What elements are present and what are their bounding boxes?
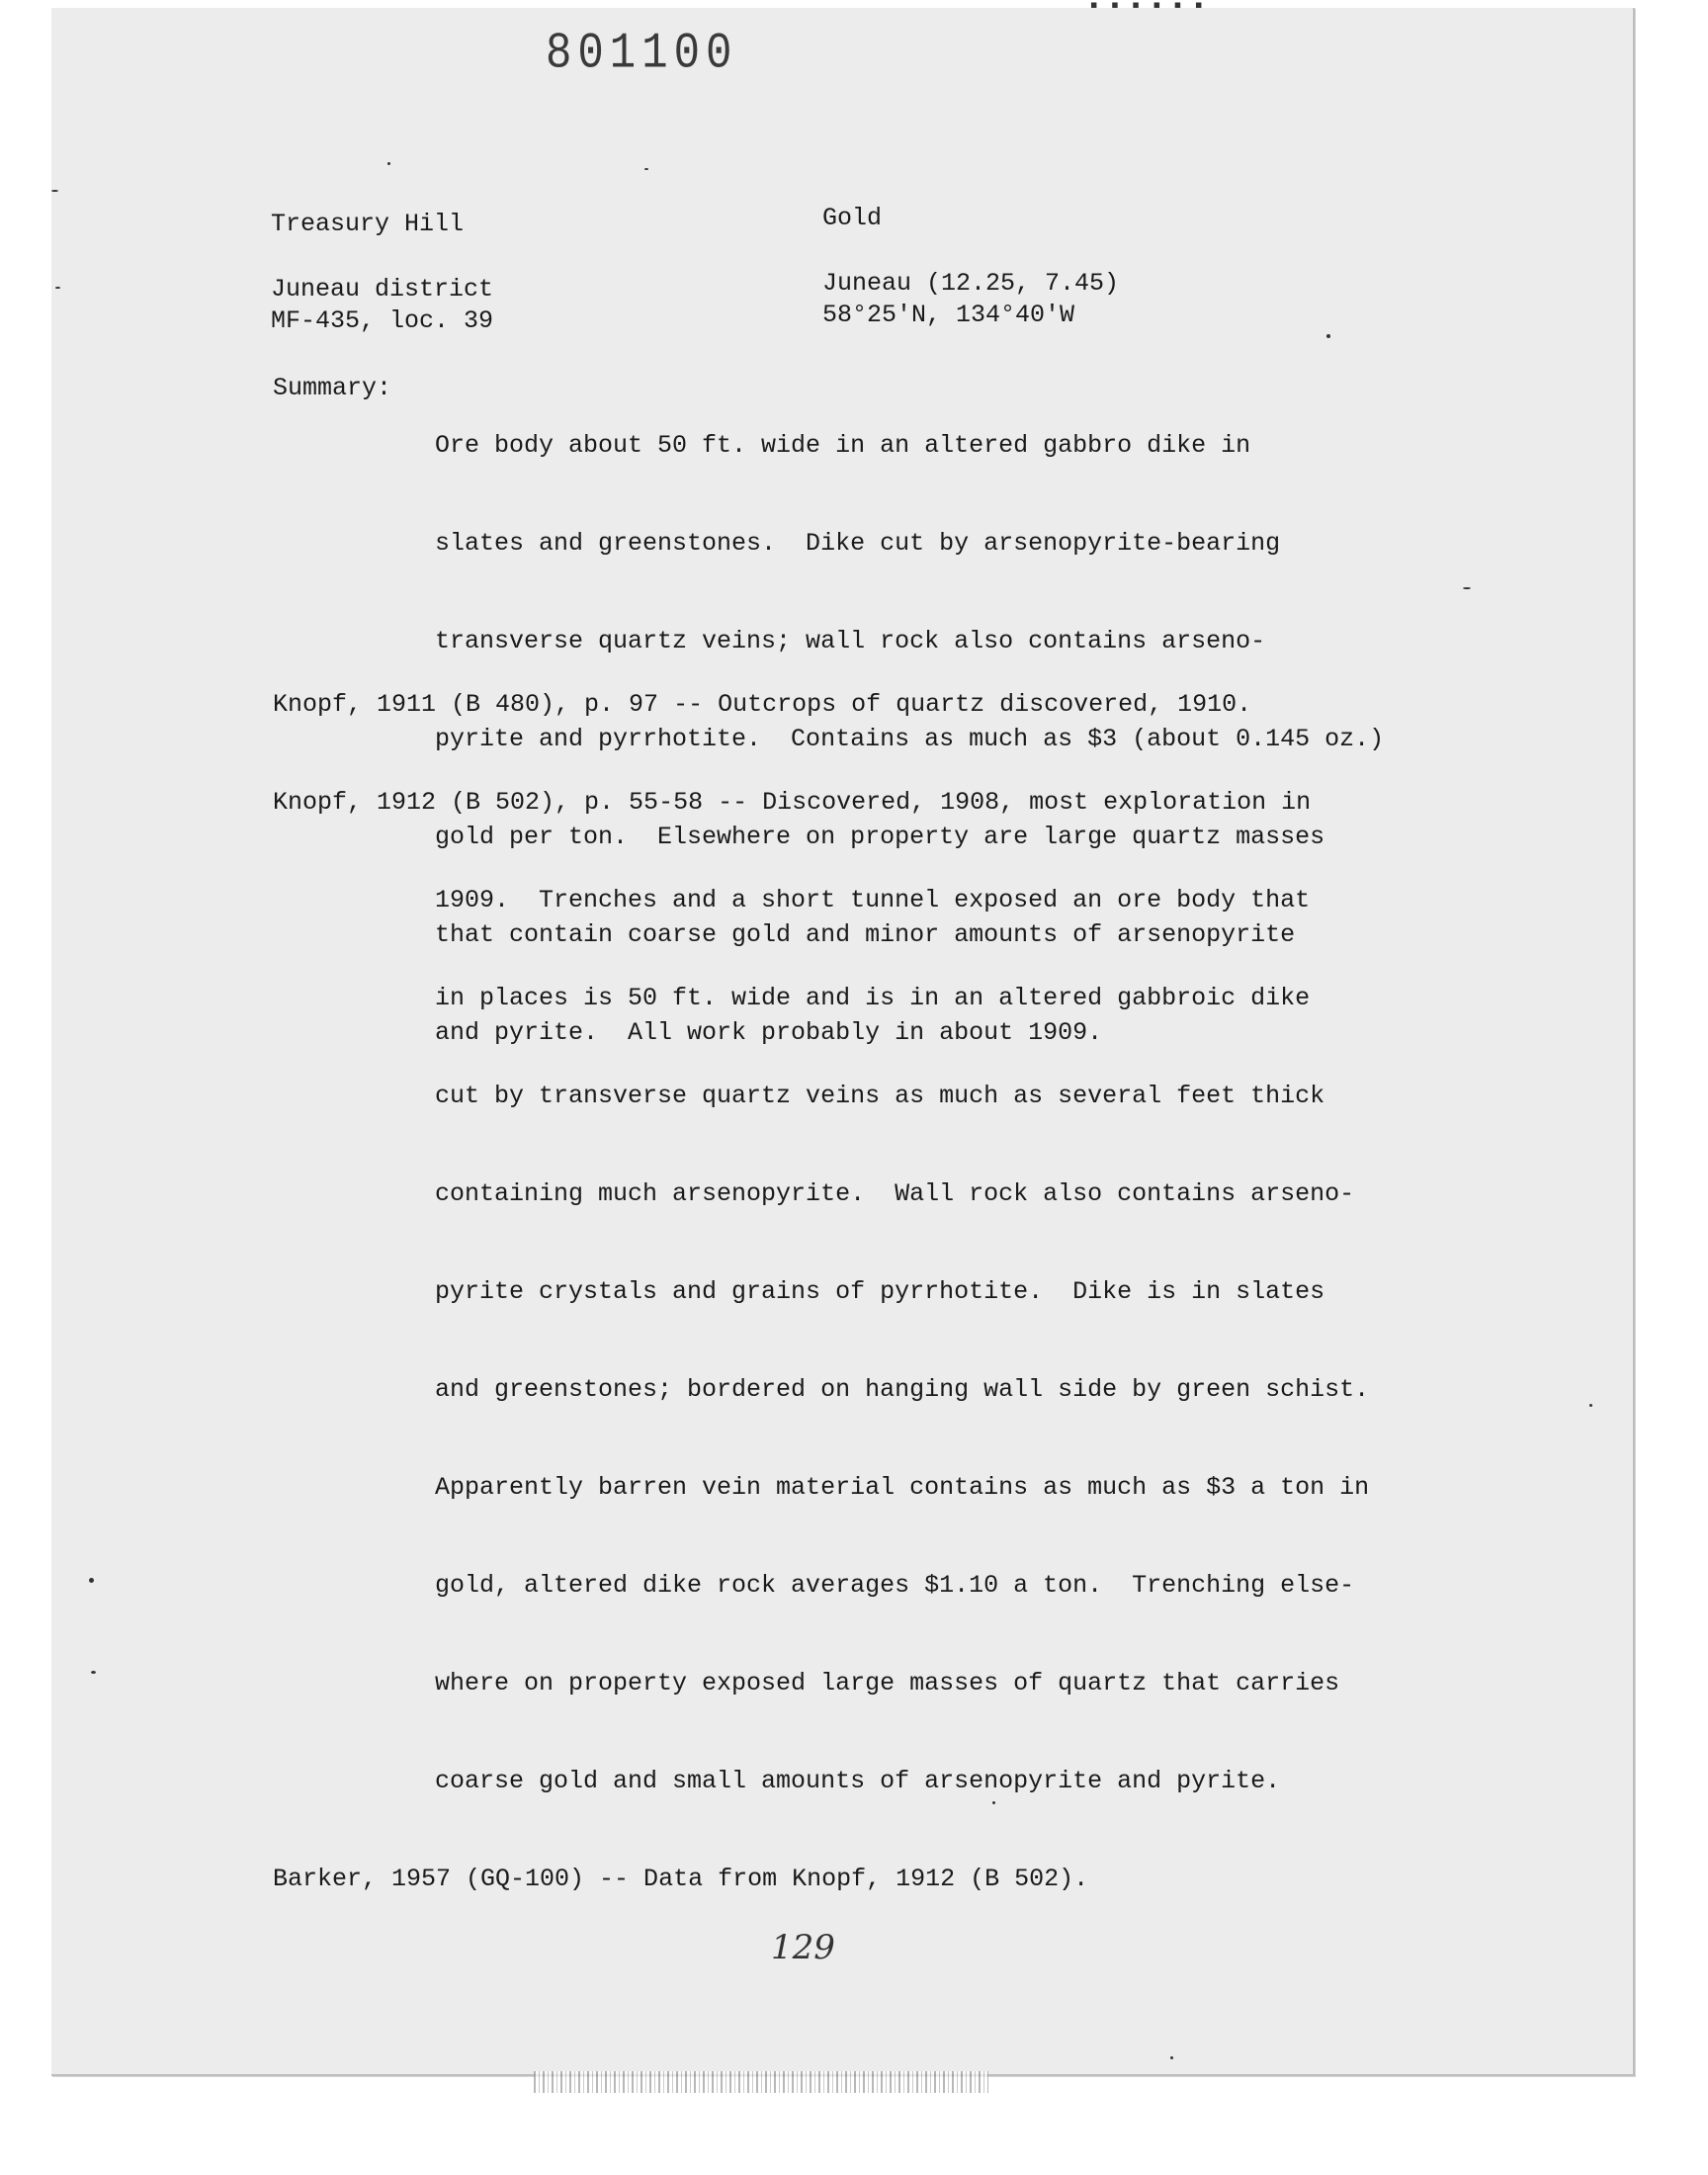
quadrangle: Juneau (12.25, 7.45) <box>822 269 1120 298</box>
scan-speck <box>1463 587 1471 589</box>
reference-knopf-1912: Knopf, 1912 (B 502), p. 55-58 -- Discovered, 1908, most exploration in <box>273 788 1312 817</box>
scan-speck <box>644 168 648 170</box>
reference-continuation: where on property exposed large masses of quartz that carries <box>435 1669 1340 1697</box>
reference-continuation: cut by transverse quartz veins as much as several feet thick <box>435 1082 1325 1110</box>
commodity: Gold <box>822 204 883 232</box>
reference-knopf-1911: Knopf, 1911 (B 480), p. 97 -- Outcrops of quartz discovered, 1910. <box>273 690 1252 719</box>
summary-line: and pyrite. All work probably in about 1909. <box>435 1018 1103 1047</box>
reference-continuation: pyrite crystals and grains of pyrrhotite. Dike is in slates <box>435 1277 1325 1306</box>
scan-speck <box>1326 334 1330 338</box>
stamp-number: 801100 <box>546 26 738 83</box>
district: Juneau district <box>271 275 494 304</box>
scan-speck <box>55 287 60 289</box>
scan-speck <box>1170 2056 1173 2059</box>
page-number: 129 <box>771 1928 835 1967</box>
coordinates: 58°25'N, 134°40'W <box>822 301 1075 329</box>
reference-continuation: containing much arsenopyrite. Wall rock also contains arseno- <box>435 1179 1355 1208</box>
scan-edge-artifact <box>534 2071 988 2093</box>
reference-continuation: in places is 50 ft. wide and is in an altered gabbroic dike <box>435 984 1311 1012</box>
scan-speck <box>51 190 58 192</box>
property-name: Treasury Hill <box>271 210 465 238</box>
reference-continuation: and greenstones; bordered on hanging wall side by green schist. <box>435 1375 1370 1404</box>
references-section <box>273 623 1369 1960</box>
map-reference: MF-435, loc. 39 <box>271 306 494 335</box>
reference-continuation: 1909. Trenches and a short tunnel exposed an ore body that <box>435 886 1311 914</box>
summary-line: that contain coarse gold and minor amounts of arsenopyrite <box>435 920 1296 949</box>
summary-line: transverse quartz veins; wall rock also contains arseno- <box>435 627 1266 655</box>
reference-barker-1957: Barker, 1957 (GQ-100) -- Data from Knopf, 1912 (B 502). <box>273 1865 1089 1893</box>
scan-speck <box>992 1801 995 1804</box>
summary-line: gold per ton. Elsewhere on property are large quartz masses <box>435 823 1325 851</box>
reference-continuation: coarse gold and small amounts of arsenopyrite and pyrite. <box>435 1767 1281 1795</box>
summary-line: pyrite and pyrrhotite. Contains as much as $3 (about 0.145 oz.) <box>435 725 1385 753</box>
summary-line: slates and greenstones. Dike cut by arsenopyrite-bearing <box>435 529 1281 558</box>
summary-line: Ore body about 50 ft. wide in an altered gabbro dike in <box>435 431 1251 460</box>
summary-label: Summary: <box>273 374 392 402</box>
reference-continuation: Apparently barren vein material contains as much as $3 a ton in <box>435 1473 1370 1502</box>
cropped-top-marking <box>1087 0 1265 12</box>
scan-speck <box>1589 1404 1592 1407</box>
scan-speck <box>91 1671 96 1674</box>
scan-speck <box>89 1578 94 1583</box>
reference-continuation: gold, altered dike rock averages $1.10 a ton. Trenching else- <box>435 1571 1355 1600</box>
scan-speck <box>387 162 390 165</box>
